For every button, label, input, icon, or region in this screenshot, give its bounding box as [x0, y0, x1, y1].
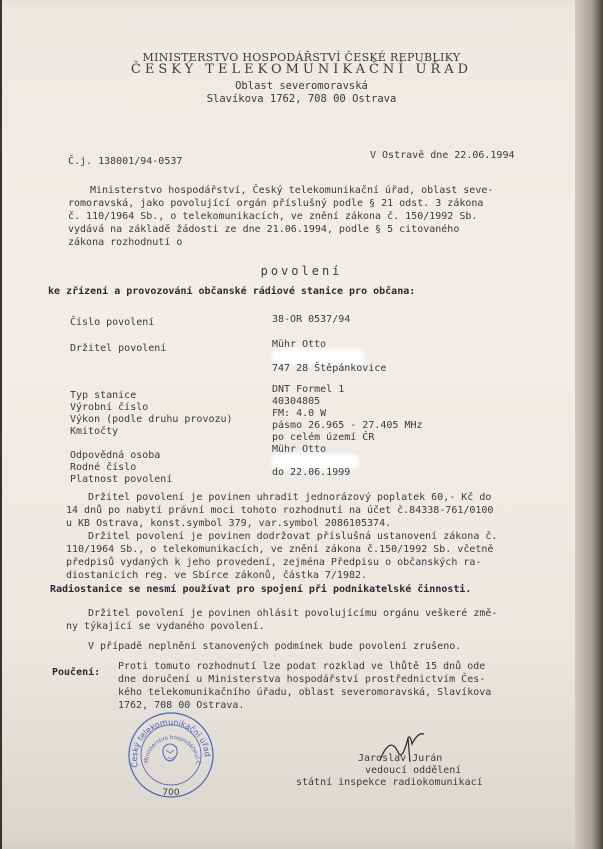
power-value: FM: 4.0 W	[272, 408, 327, 419]
intro-line: zákona rozhodnutí o	[68, 237, 183, 248]
instruction-label: Poučení:	[52, 667, 101, 678]
law-paragraph-line: předpisů vydaných k jeho provedení, zejména Předpisu o občanských ra-	[66, 557, 482, 568]
frequency-label: Kmitočty	[70, 426, 119, 437]
holder-city: 747 28 Štěpánkovice	[272, 363, 387, 374]
business-use-warning: Radiostanice se nesmí používat pro spojení při podnikatelské činnosti.	[50, 584, 472, 595]
page-edge	[575, 0, 603, 849]
holder-label: Držitel povolení	[70, 343, 167, 354]
ministry-heading: MINISTERSTVO HOSPODÁŘSTVÍ ČESKÉ REPUBLIKY	[142, 51, 461, 64]
intro-line: romoravská, jako povolující orgán příslušný podle § 21 odst. 3 zákona	[68, 198, 484, 209]
stamp-ring-text: Český telekomunikační úřad	[129, 717, 212, 769]
station-type-value: DNT Formel 1	[272, 384, 345, 395]
power-label: Výkon (podle druhu provozu)	[70, 414, 233, 425]
reference-number: Č.j. 138001/94-0537	[68, 156, 183, 167]
region-heading: Oblast severomoravská	[235, 80, 368, 92]
permit-number-label: Číslo povolení	[70, 317, 155, 328]
redacted-address	[274, 352, 362, 362]
serial-value: 40304805	[272, 396, 321, 407]
validity-label: Platnost povolení	[70, 474, 173, 485]
birth-number-label: Rodné číslo	[70, 462, 137, 473]
station-type-label: Typ stanice	[70, 390, 137, 401]
purpose-line: ke zřízení a provozování občanské rádiové stanice pro občana:	[48, 286, 416, 297]
revocation-paragraph: V případě neplnění stanovených podmínek bude povolení zrušeno.	[88, 641, 462, 652]
fee-paragraph-line: u KB Ostrava, konst.symbol 379, var.symbol 2086105374.	[66, 518, 392, 529]
official-stamp	[126, 705, 216, 805]
law-paragraph-line: Držitel povolení je povinen dodržovat příslušná ustanovení zákona č.	[88, 531, 498, 542]
stamp-seal-icon	[126, 705, 216, 805]
permit-number-value: 38-OR 0537/94	[272, 314, 351, 325]
instruction-line: 1762, 708 00 Ostrava.	[118, 700, 245, 711]
signatory-role: vedoucí oddělení	[365, 765, 462, 776]
law-paragraph-line: diostanicích reg. ve Sbírce zákonů, částka 7/1982.	[66, 570, 368, 581]
instruction-line: Proti tomuto rozhodnutí lze podat rozklad ve lhůtě 15 dnů ode	[118, 661, 486, 672]
holder-name: Mühr Otto	[272, 339, 327, 350]
redacted-birth-number	[274, 457, 356, 467]
instruction-line: dne doručení u Ministerstva hospodářství prostřednictvím Čes-	[118, 674, 486, 685]
serial-label: Výrobní číslo	[70, 402, 149, 413]
office-heading: ČESKÝ TELEKOMUNIKAČNÍ ÚŘAD	[130, 62, 473, 77]
frequency-value: pásmo 26.965 - 27.405 MHz	[272, 420, 423, 431]
law-paragraph-line: 110/1964 Sb., o telekomunikacích, ve znění zákona č.150/1992 Sb. včetně	[66, 544, 494, 555]
fee-paragraph-line: Držitel povolení je povinen uhradit jednorázový poplatek 60,- Kč do	[88, 492, 492, 503]
signatory-department: státní inspekce radiokomunikací	[296, 777, 483, 788]
changes-paragraph-line: ny týkající se vydaného povolení.	[66, 621, 265, 632]
document-title: povolení	[260, 264, 343, 278]
intro-line: vydává na základě žádosti ze dne 21.06.1994, podle § 5 citovaného	[68, 224, 460, 235]
responsible-person-value: Mühr Otto	[272, 444, 327, 455]
stamp-number: 700	[162, 788, 180, 798]
responsible-person-label: Odpovědná osoba	[70, 450, 161, 461]
fee-paragraph-line: 14 dnů po nabytí právní moci tohoto rozhodnutí na účet č.84338-761/0100	[66, 505, 494, 516]
instruction-line: kého telekomunikačního úřadu, oblast severomoravská, Slavíkova	[118, 687, 492, 698]
changes-paragraph-line: Držitel povolení je povinen ohlásit povolujícímu orgánu veškeré změ-	[88, 608, 498, 619]
stamp-inner-text: Ministerstvo hospodářství Č	[143, 734, 201, 765]
validity-value: do 22.06.1999	[272, 467, 351, 478]
signatory-name: Jaroslav Jurán	[358, 753, 443, 764]
address-heading: Slavíkova 1762, 708 00 Ostrava	[206, 93, 397, 105]
place-date: V Ostravě dne 22.06.1994	[370, 150, 515, 161]
intro-line: č. 110/1964 Sb., o telekomunikacích, ve znění zákona č. 150/1992 Sb.	[68, 211, 478, 222]
intro-line: Ministerstvo hospodářství, Český telekomunikační úřad, oblast seve-	[90, 185, 494, 196]
area-value: po celém území ČR	[272, 432, 375, 443]
